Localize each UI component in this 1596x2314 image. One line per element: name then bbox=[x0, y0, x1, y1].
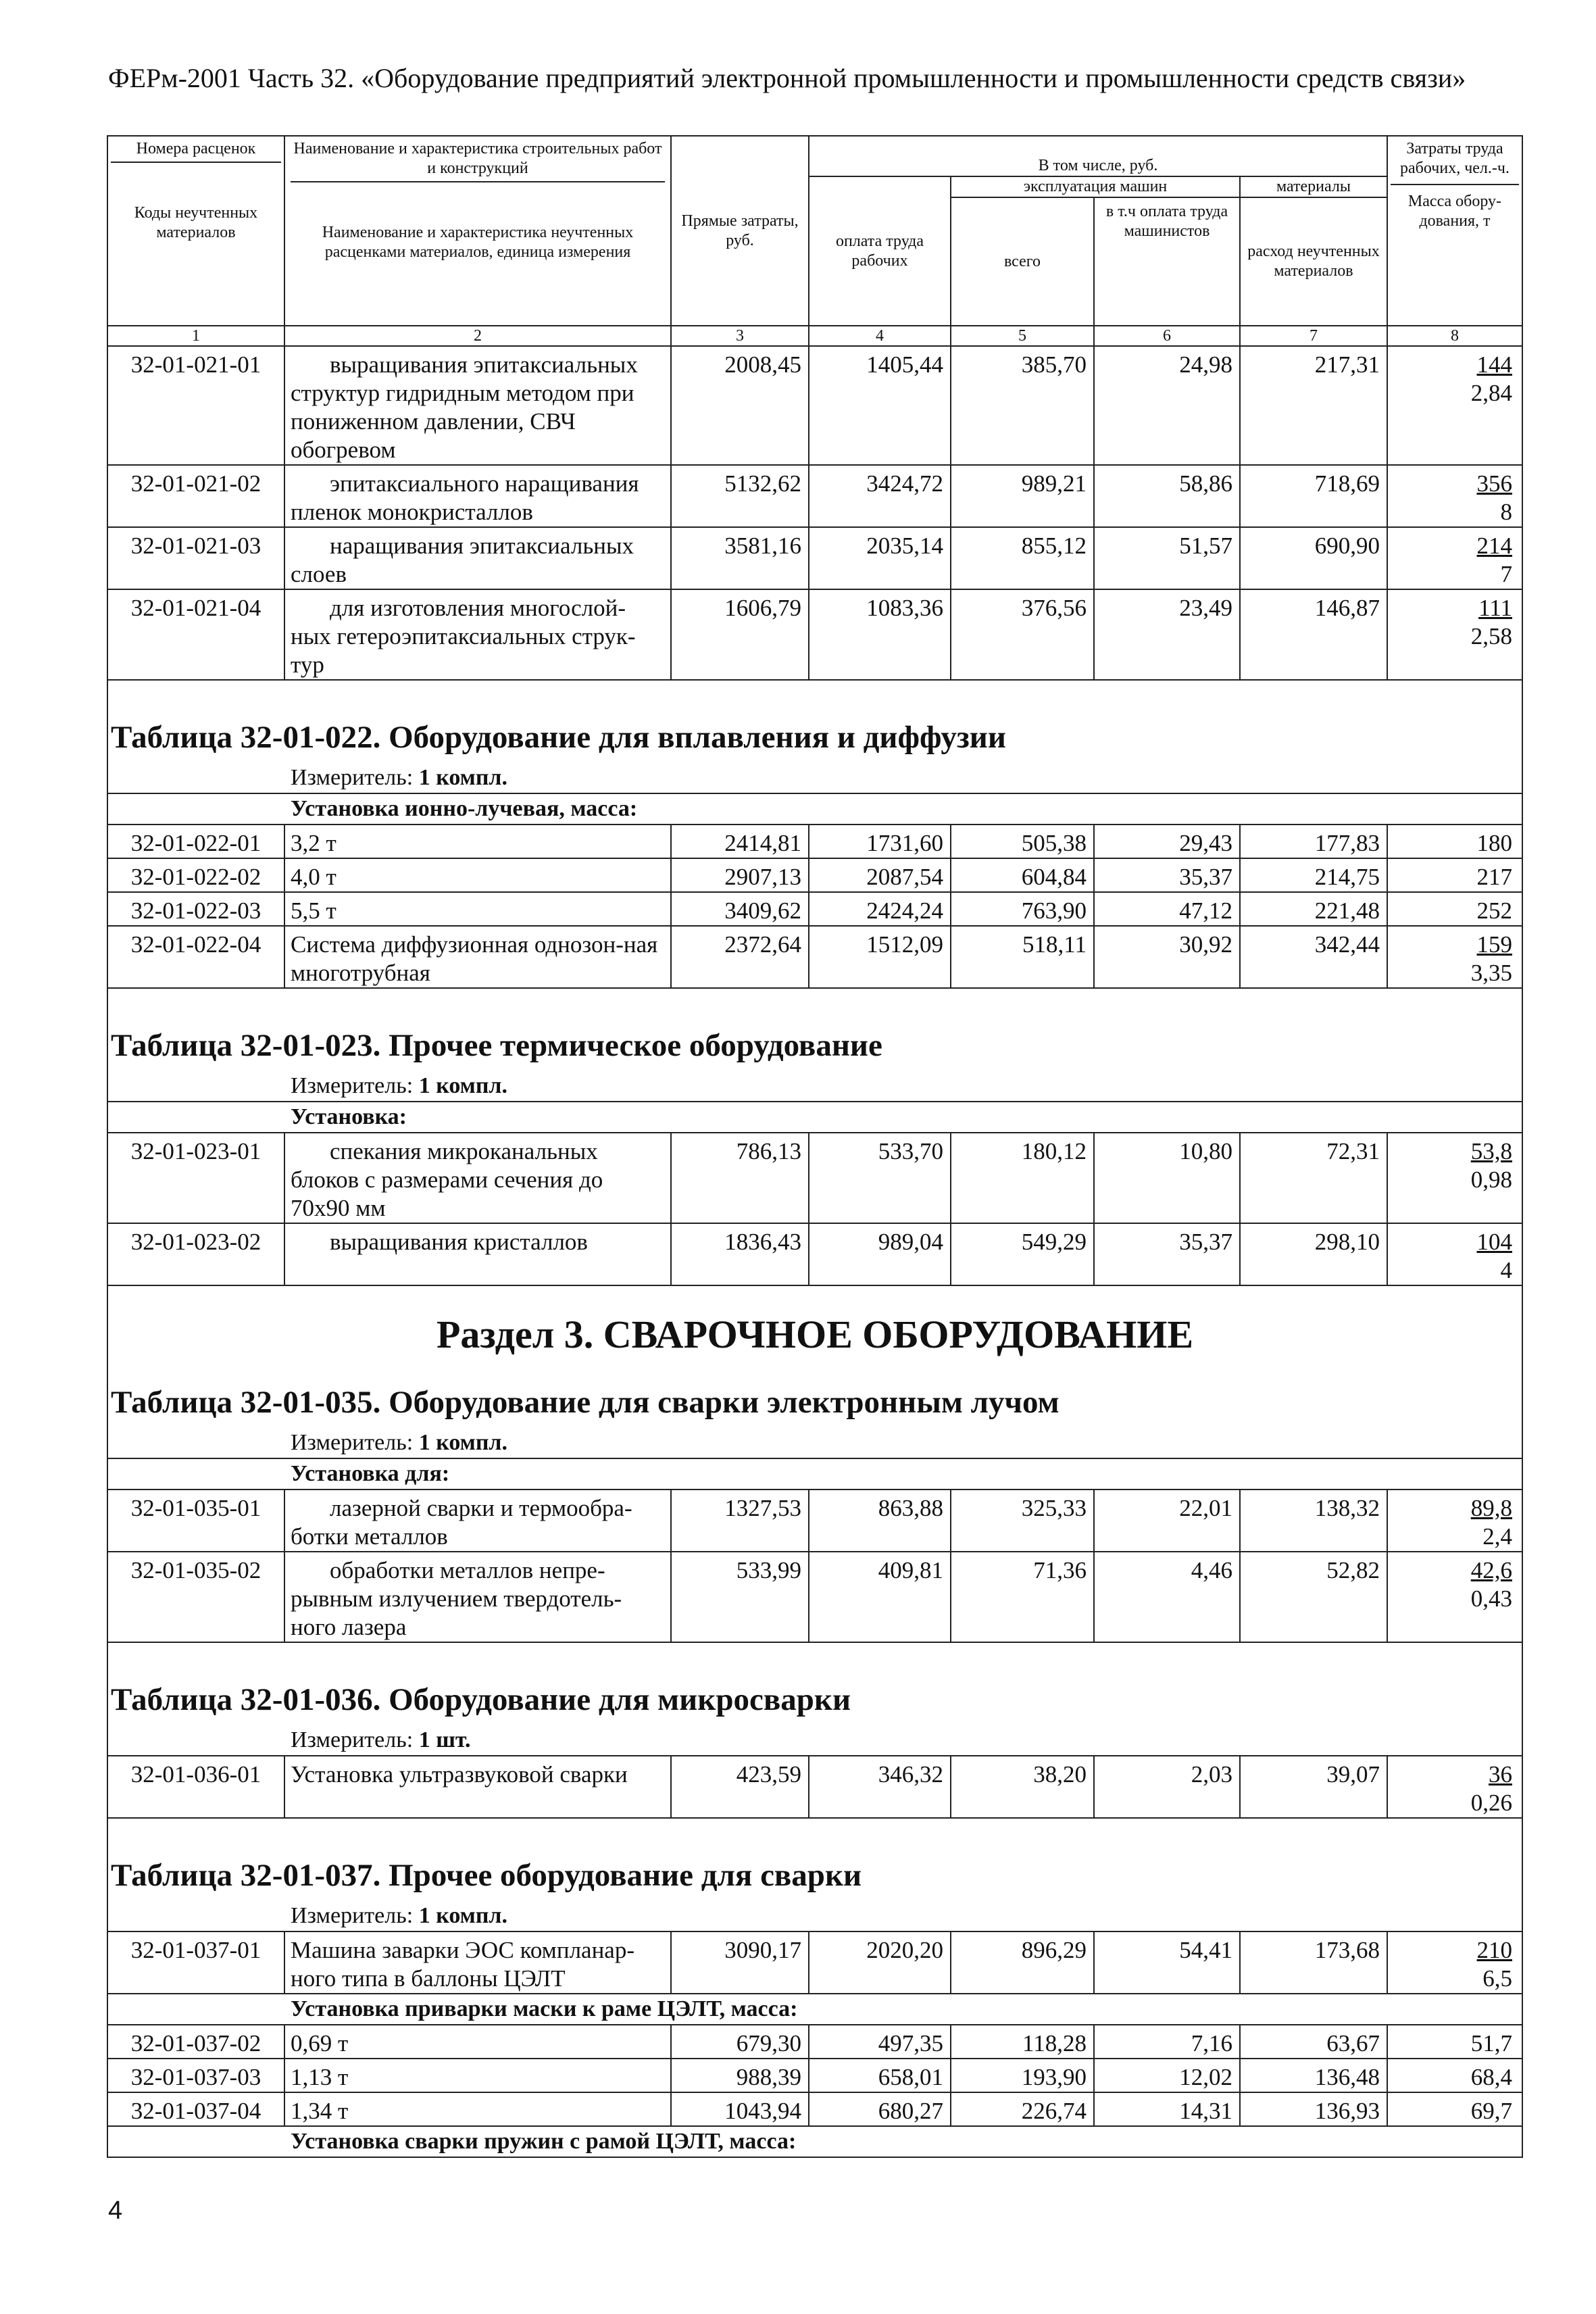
labor-hours: 68,4 bbox=[1470, 2064, 1512, 2090]
labor-hours-cell bbox=[1387, 2059, 1522, 2092]
rate-code: 32-01-023-02 bbox=[107, 1223, 284, 1285]
measure-row bbox=[107, 1068, 1522, 1102]
equipment-mass: 0,26 bbox=[1470, 1790, 1512, 1816]
header-materials-group: материалы bbox=[1240, 176, 1387, 197]
direct-costs: 1836,43 bbox=[671, 1223, 809, 1285]
measure-row bbox=[107, 1723, 1522, 1756]
operators-pay: 22,01 bbox=[1094, 1490, 1240, 1552]
machines-total: 505,38 bbox=[951, 824, 1094, 858]
materials-cost: 136,48 bbox=[1240, 2059, 1387, 2092]
equipment-mass: 0,98 bbox=[1470, 1166, 1512, 1193]
machines-total: 193,90 bbox=[951, 2059, 1094, 2092]
labor-hours-cell bbox=[1387, 1133, 1522, 1223]
materials-cost: 72,31 bbox=[1240, 1133, 1387, 1223]
table-row bbox=[107, 1490, 1522, 1552]
measure-row bbox=[107, 760, 1522, 793]
rate-code: 32-01-021-03 bbox=[107, 527, 284, 589]
header-col5: всего bbox=[951, 197, 1094, 326]
labor-hours: 217 bbox=[1476, 864, 1512, 890]
spacer-row bbox=[107, 1818, 1522, 1846]
table-title: Таблица 32-01-035. Оборудование для сварки электронным лучом bbox=[107, 1373, 1522, 1425]
machines-total: 325,33 bbox=[951, 1490, 1094, 1552]
equipment-mass: 2,84 bbox=[1470, 380, 1512, 406]
labor-pay: 863,88 bbox=[809, 1490, 951, 1552]
labor-pay: 409,81 bbox=[809, 1552, 951, 1642]
table-row bbox=[107, 858, 1522, 892]
subheading-row bbox=[107, 1458, 1522, 1490]
rate-code: 32-01-037-01 bbox=[107, 1931, 284, 1994]
operators-pay: 47,12 bbox=[1094, 892, 1240, 926]
labor-pay: 346,32 bbox=[809, 1756, 951, 1818]
equipment-mass: 6,5 bbox=[1482, 1965, 1512, 1992]
table-row bbox=[107, 1931, 1522, 1994]
measure-row bbox=[107, 1425, 1522, 1458]
machines-total: 855,12 bbox=[951, 527, 1094, 589]
header-cell-labor-hours bbox=[1387, 136, 1522, 326]
operators-pay: 4,46 bbox=[1094, 1552, 1240, 1642]
document-title: ФЕРм-2001 Часть 32. «Оборудование предприятий электронной промышленности и промышленности средств связи» bbox=[108, 63, 1466, 93]
labor-hours-cell bbox=[1387, 589, 1522, 680]
page-number: 4 bbox=[108, 2196, 123, 2225]
machines-total: 518,11 bbox=[951, 926, 1094, 988]
spacer-cell bbox=[107, 988, 1522, 1016]
rate-code: 32-01-022-02 bbox=[107, 858, 284, 892]
labor-pay: 658,01 bbox=[809, 2059, 951, 2092]
labor-pay: 1731,60 bbox=[809, 824, 951, 858]
measure-unit bbox=[107, 1068, 1522, 1102]
labor-hours-cell bbox=[1387, 1490, 1522, 1552]
materials-cost: 177,83 bbox=[1240, 824, 1387, 858]
subheading-row bbox=[107, 2126, 1522, 2157]
header-col6: в т.ч оплата труда машинистов bbox=[1094, 197, 1240, 326]
measure-value: 1 компл. bbox=[418, 1903, 508, 1928]
rate-code: 32-01-021-01 bbox=[107, 346, 284, 465]
work-name: Система диффузионная однозон-ная многотрубная bbox=[284, 926, 671, 988]
rate-code: 32-01-036-01 bbox=[107, 1756, 284, 1818]
labor-pay: 680,27 bbox=[809, 2092, 951, 2126]
labor-pay: 2035,14 bbox=[809, 527, 951, 589]
materials-cost: 138,32 bbox=[1240, 1490, 1387, 1552]
rate-code: 32-01-035-01 bbox=[107, 1490, 284, 1552]
work-name: лазерной сварки и термообра-ботки металлов bbox=[284, 1490, 671, 1552]
measure-value: 1 компл. bbox=[418, 1073, 508, 1098]
rates-table-body bbox=[107, 136, 1522, 2157]
labor-hours: 356 bbox=[1476, 470, 1512, 497]
table-row bbox=[107, 2059, 1522, 2092]
measure-unit bbox=[107, 760, 1522, 793]
header-number: 1 bbox=[107, 326, 284, 346]
labor-hours-cell bbox=[1387, 465, 1522, 527]
header-number: 4 bbox=[809, 326, 951, 346]
operators-pay: 7,16 bbox=[1094, 2025, 1240, 2059]
measure-row bbox=[107, 1898, 1522, 1931]
work-name: 0,69 т bbox=[284, 2025, 671, 2059]
equipment-mass: 3,35 bbox=[1470, 960, 1512, 986]
materials-cost: 52,82 bbox=[1240, 1552, 1387, 1642]
measure-label: Измеритель: bbox=[291, 765, 414, 790]
table-row bbox=[107, 1756, 1522, 1818]
labor-hours-cell bbox=[1387, 1931, 1522, 1994]
machines-total: 38,20 bbox=[951, 1756, 1094, 1818]
labor-hours-cell bbox=[1387, 346, 1522, 465]
machines-total: 896,29 bbox=[951, 1931, 1094, 1994]
rate-code: 32-01-023-01 bbox=[107, 1133, 284, 1223]
machines-total: 763,90 bbox=[951, 892, 1094, 926]
labor-pay: 2020,20 bbox=[809, 1931, 951, 1994]
labor-hours: 36 bbox=[1489, 1761, 1512, 1788]
header-number: 3 bbox=[671, 326, 809, 346]
measure-label: Измеритель: bbox=[291, 1073, 414, 1098]
work-name: Установка ультразвуковой сварки bbox=[284, 1756, 671, 1818]
rate-code: 32-01-035-02 bbox=[107, 1552, 284, 1642]
labor-pay: 533,70 bbox=[809, 1133, 951, 1223]
spacer-cell bbox=[107, 680, 1522, 708]
labor-pay: 1512,09 bbox=[809, 926, 951, 988]
header-col2-bottom: Наименование и характеристика неучтенных расценками материалов, единица измерения bbox=[322, 224, 634, 261]
materials-cost: 718,69 bbox=[1240, 465, 1387, 527]
table-row bbox=[107, 589, 1522, 680]
materials-cost: 63,67 bbox=[1240, 2025, 1387, 2059]
table-title-row bbox=[107, 1846, 1522, 1898]
table-row bbox=[107, 1223, 1522, 1285]
rate-code: 32-01-037-02 bbox=[107, 2025, 284, 2059]
labor-hours-cell bbox=[1387, 527, 1522, 589]
table-title: Таблица 32-01-037. Прочее оборудование для сварки bbox=[107, 1846, 1522, 1898]
header-col8-bottom: Масса обору-дования, т bbox=[1407, 193, 1502, 230]
table-title-row bbox=[107, 1670, 1522, 1723]
measure-value: 1 компл. bbox=[418, 765, 508, 790]
header-col1-bottom: Коды неучтенных материалов bbox=[134, 204, 258, 241]
labor-pay: 3424,72 bbox=[809, 465, 951, 527]
direct-costs: 3581,16 bbox=[671, 527, 809, 589]
table-row bbox=[107, 1133, 1522, 1223]
labor-hours: 144 bbox=[1476, 351, 1512, 378]
work-name: 4,0 т bbox=[284, 858, 671, 892]
materials-cost: 214,75 bbox=[1240, 858, 1387, 892]
direct-costs: 2372,64 bbox=[671, 926, 809, 988]
labor-hours: 159 bbox=[1476, 931, 1512, 958]
table-row bbox=[107, 824, 1522, 858]
machines-total: 549,29 bbox=[951, 1223, 1094, 1285]
header-numbers-row bbox=[107, 326, 1522, 346]
labor-pay: 989,04 bbox=[809, 1223, 951, 1285]
operators-pay: 58,86 bbox=[1094, 465, 1240, 527]
materials-cost: 221,48 bbox=[1240, 892, 1387, 926]
operators-pay: 10,80 bbox=[1094, 1133, 1240, 1223]
machines-total: 180,12 bbox=[951, 1133, 1094, 1223]
work-name: эпитаксиального наращивания пленок монокристаллов bbox=[284, 465, 671, 527]
work-name: выращивания эпитаксиальных структур гидридным методом при пониженном давлении, СВЧ обогревом bbox=[284, 346, 671, 465]
header-col8-top: Затраты труда рабочих, чел.-ч. bbox=[1391, 139, 1519, 185]
subheading: Установка ионно-лучевая, масса: bbox=[107, 793, 1522, 824]
materials-cost: 146,87 bbox=[1240, 589, 1387, 680]
direct-costs: 1606,79 bbox=[671, 589, 809, 680]
materials-cost: 342,44 bbox=[1240, 926, 1387, 988]
work-name: 1,13 т bbox=[284, 2059, 671, 2092]
direct-costs: 679,30 bbox=[671, 2025, 809, 2059]
measure-unit bbox=[107, 1425, 1522, 1458]
header-col1-top: Номера расценок bbox=[111, 139, 281, 163]
equipment-mass: 2,58 bbox=[1470, 623, 1512, 649]
subheading: Установка: bbox=[107, 1102, 1522, 1133]
spacer-cell bbox=[107, 1642, 1522, 1670]
labor-hours: 53,8 bbox=[1470, 1138, 1512, 1164]
machines-total: 71,36 bbox=[951, 1552, 1094, 1642]
operators-pay: 23,49 bbox=[1094, 589, 1240, 680]
table-row bbox=[107, 465, 1522, 527]
table-row bbox=[107, 926, 1522, 988]
spacer-cell bbox=[107, 1818, 1522, 1846]
measure-value: 1 компл. bbox=[418, 1430, 508, 1455]
operators-pay: 14,31 bbox=[1094, 2092, 1240, 2126]
rate-code: 32-01-022-04 bbox=[107, 926, 284, 988]
spacer-row bbox=[107, 1642, 1522, 1670]
header-machines-group: эксплуатация машин bbox=[951, 176, 1240, 197]
rate-code: 32-01-021-04 bbox=[107, 589, 284, 680]
table-row bbox=[107, 346, 1522, 465]
machines-total: 385,70 bbox=[951, 346, 1094, 465]
materials-cost: 39,07 bbox=[1240, 1756, 1387, 1818]
operators-pay: 35,37 bbox=[1094, 1223, 1240, 1285]
header-number: 7 bbox=[1240, 326, 1387, 346]
table-title: Таблица 32-01-023. Прочее термическое оборудование bbox=[107, 1016, 1522, 1068]
direct-costs: 2414,81 bbox=[671, 824, 809, 858]
rate-code: 32-01-037-04 bbox=[107, 2092, 284, 2126]
labor-pay: 2424,24 bbox=[809, 892, 951, 926]
header-number: 6 bbox=[1094, 326, 1240, 346]
subheading: Установка сварки пружин с рамой ЦЭЛТ, масса: bbox=[107, 2126, 1522, 2157]
direct-costs: 533,99 bbox=[671, 1552, 809, 1642]
labor-hours: 42,6 bbox=[1470, 1557, 1512, 1583]
labor-hours-cell bbox=[1387, 2025, 1522, 2059]
labor-pay: 1405,44 bbox=[809, 346, 951, 465]
operators-pay: 29,43 bbox=[1094, 824, 1240, 858]
labor-hours: 51,7 bbox=[1470, 2030, 1512, 2057]
labor-pay: 1083,36 bbox=[809, 589, 951, 680]
materials-cost: 690,90 bbox=[1240, 527, 1387, 589]
machines-total: 989,21 bbox=[951, 465, 1094, 527]
materials-cost: 298,10 bbox=[1240, 1223, 1387, 1285]
header-col2-top: Наименование и характеристика строительных работ и конструкций bbox=[291, 139, 665, 182]
direct-costs: 3090,17 bbox=[671, 1931, 809, 1994]
operators-pay: 30,92 bbox=[1094, 926, 1240, 988]
header-including: В том числе, руб. bbox=[809, 136, 1387, 176]
labor-hours-cell bbox=[1387, 926, 1522, 988]
table-title-row bbox=[107, 1016, 1522, 1068]
work-name: обработки металлов непре-рывным излучением твердотель-ного лазера bbox=[284, 1552, 671, 1642]
machines-total: 376,56 bbox=[951, 589, 1094, 680]
measure-label: Измеритель: bbox=[291, 1903, 414, 1928]
materials-cost: 173,68 bbox=[1240, 1931, 1387, 1994]
equipment-mass: 4 bbox=[1500, 1257, 1512, 1283]
labor-hours-cell bbox=[1387, 1552, 1522, 1642]
direct-costs: 1327,53 bbox=[671, 1490, 809, 1552]
labor-pay: 497,35 bbox=[809, 2025, 951, 2059]
labor-hours: 214 bbox=[1476, 533, 1512, 559]
rate-code: 32-01-022-01 bbox=[107, 824, 284, 858]
table-row bbox=[107, 2025, 1522, 2059]
machines-total: 118,28 bbox=[951, 2025, 1094, 2059]
header-cell-names bbox=[284, 136, 671, 326]
header-number: 5 bbox=[951, 326, 1094, 346]
equipment-mass: 8 bbox=[1500, 499, 1512, 525]
labor-hours: 180 bbox=[1476, 830, 1512, 856]
equipment-mass: 7 bbox=[1500, 561, 1512, 587]
equipment-mass: 0,43 bbox=[1470, 1585, 1512, 1612]
operators-pay: 12,02 bbox=[1094, 2059, 1240, 2092]
direct-costs: 988,39 bbox=[671, 2059, 809, 2092]
section-title: Раздел 3. СВАРОЧНОЕ ОБОРУДОВАНИЕ bbox=[107, 1285, 1522, 1373]
header-number: 2 bbox=[284, 326, 671, 346]
header-col7: расход неучтенных материалов bbox=[1240, 197, 1387, 326]
table-row bbox=[107, 527, 1522, 589]
subheading-row bbox=[107, 1994, 1522, 2025]
rates-table bbox=[107, 135, 1523, 2158]
operators-pay: 51,57 bbox=[1094, 527, 1240, 589]
labor-hours-cell bbox=[1387, 892, 1522, 926]
work-name: 1,34 т bbox=[284, 2092, 671, 2126]
header-cell-codes bbox=[107, 136, 284, 326]
table-title: Таблица 32-01-022. Оборудование для вплавления и диффузии bbox=[107, 708, 1522, 760]
header-col4: оплата труда рабочих bbox=[809, 176, 951, 326]
table-title-row bbox=[107, 708, 1522, 760]
subheading: Установка для: bbox=[107, 1458, 1522, 1490]
labor-hours-cell bbox=[1387, 1223, 1522, 1285]
measure-unit bbox=[107, 1898, 1522, 1931]
subheading-row bbox=[107, 793, 1522, 824]
labor-hours: 104 bbox=[1476, 1229, 1512, 1255]
rate-code: 32-01-021-02 bbox=[107, 465, 284, 527]
labor-hours: 210 bbox=[1476, 1937, 1512, 1963]
work-name: 5,5 т bbox=[284, 892, 671, 926]
equipment-mass: 2,4 bbox=[1482, 1523, 1512, 1550]
table-title: Таблица 32-01-036. Оборудование для микросварки bbox=[107, 1670, 1522, 1723]
direct-costs: 423,59 bbox=[671, 1756, 809, 1818]
subheading-row bbox=[107, 1102, 1522, 1133]
labor-hours: 89,8 bbox=[1470, 1495, 1512, 1521]
section-title-row bbox=[107, 1285, 1522, 1373]
spacer-row bbox=[107, 680, 1522, 708]
table-title-row bbox=[107, 1373, 1522, 1425]
measure-value: 1 шт. bbox=[418, 1727, 471, 1752]
work-name: наращивания эпитаксиальных слоев bbox=[284, 527, 671, 589]
direct-costs: 786,13 bbox=[671, 1133, 809, 1223]
direct-costs: 2008,45 bbox=[671, 346, 809, 465]
measure-unit bbox=[107, 1723, 1522, 1756]
direct-costs: 1043,94 bbox=[671, 2092, 809, 2126]
header-col3: Прямые затраты, руб. bbox=[671, 136, 809, 326]
work-name: выращивания кристаллов bbox=[284, 1223, 671, 1285]
header-row-1 bbox=[107, 136, 1522, 176]
materials-cost: 217,31 bbox=[1240, 346, 1387, 465]
labor-hours-cell bbox=[1387, 858, 1522, 892]
rate-code: 32-01-037-03 bbox=[107, 2059, 284, 2092]
labor-hours-cell bbox=[1387, 824, 1522, 858]
direct-costs: 2907,13 bbox=[671, 858, 809, 892]
operators-pay: 24,98 bbox=[1094, 346, 1240, 465]
labor-hours: 252 bbox=[1476, 897, 1512, 924]
labor-pay: 2087,54 bbox=[809, 858, 951, 892]
header-number: 8 bbox=[1387, 326, 1522, 346]
measure-label: Измеритель: bbox=[291, 1727, 414, 1752]
table-row bbox=[107, 1552, 1522, 1642]
spacer-row bbox=[107, 988, 1522, 1016]
work-name: Машина заварки ЭОС компланар-ного типа в баллоны ЦЭЛТ bbox=[284, 1931, 671, 1994]
table-row bbox=[107, 892, 1522, 926]
labor-hours: 111 bbox=[1478, 595, 1512, 621]
rate-code: 32-01-022-03 bbox=[107, 892, 284, 926]
direct-costs: 5132,62 bbox=[671, 465, 809, 527]
machines-total: 226,74 bbox=[951, 2092, 1094, 2126]
operators-pay: 54,41 bbox=[1094, 1931, 1240, 1994]
measure-label: Измеритель: bbox=[291, 1430, 414, 1455]
materials-cost: 136,93 bbox=[1240, 2092, 1387, 2126]
work-name: спекания микроканальных блоков с размерами сечения до 70х90 мм bbox=[284, 1133, 671, 1223]
work-name: для изготовления многослой-ных гетероэпитаксиальных струк-тур bbox=[284, 589, 671, 680]
operators-pay: 35,37 bbox=[1094, 858, 1240, 892]
subheading: Установка приварки маски к раме ЦЭЛТ, масса: bbox=[107, 1994, 1522, 2025]
operators-pay: 2,03 bbox=[1094, 1756, 1240, 1818]
labor-hours: 69,7 bbox=[1470, 2098, 1512, 2124]
work-name: 3,2 т bbox=[284, 824, 671, 858]
table-row bbox=[107, 2092, 1522, 2126]
direct-costs: 3409,62 bbox=[671, 892, 809, 926]
machines-total: 604,84 bbox=[951, 858, 1094, 892]
labor-hours-cell bbox=[1387, 1756, 1522, 1818]
labor-hours-cell bbox=[1387, 2092, 1522, 2126]
